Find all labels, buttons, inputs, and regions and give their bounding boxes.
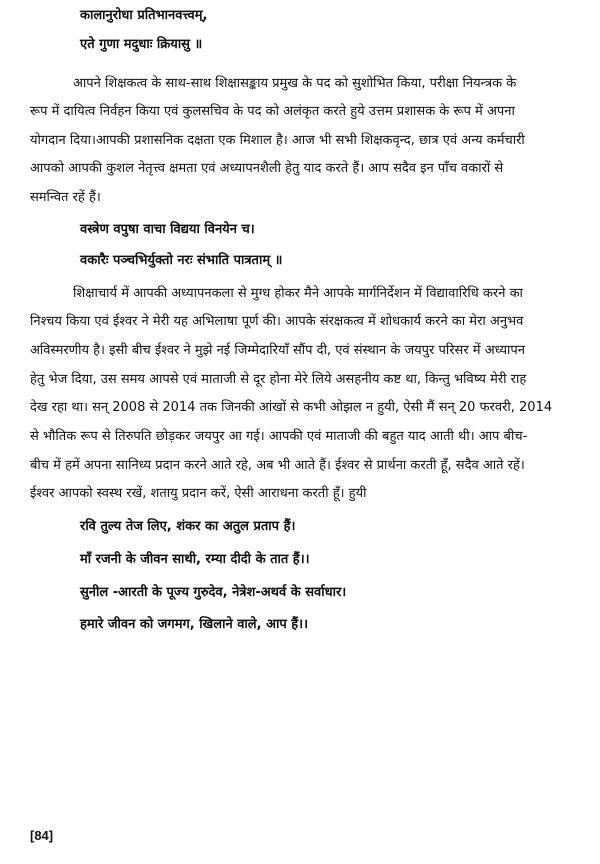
- para-1-line-2: रूप में दायित्व निर्वहन किया एवं कुलसचिव के पद को अलंकृत करते हुये उत्तम प्रशासक के रूप में अपना: [30, 104, 515, 119]
- para-1-line-4: आपको आपकी कुशल नेतृत्त्व क्षमता एवं अध्यापनशैली हेतु याद करते हैं। आप सदैव इन पाँच वकारों से: [30, 161, 504, 176]
- para-2-line-5: देख रहा था। सन् 2008 से 2014 तक जिनकी आंखों से कभी ओझल न हुयी, ऐसी मैं सन् 20 फरवरी, 2014: [30, 400, 553, 415]
- poem-line-2: माँ रजनी के जीवन साथी, रम्या दीदी के तात हैं।।: [80, 552, 310, 567]
- para-2-line-8: ईश्वर आपको स्वस्थ रखें, शतायु प्रदान करें, ऐसी आराधना करती हूँ। हुयी: [30, 486, 367, 501]
- para-2-line-6: से भौतिक रूप से तिरुपति छोड़कर जयपुर आ गई। आपकी एवं माताजी की बहुत याद आती थी। आप बीच-: [30, 429, 528, 444]
- poem-line-4: हमारे जीवन को जगमग, खिलाने वाले, आप हैं।।: [80, 617, 309, 632]
- para-2-line-1: शिक्षाचार्य में आपकी अध्यापनकला से मुग्ध होकर मैने आपके मार्गनिर्देशन में विद्यावारिधि करने का: [73, 286, 523, 301]
- para-1-line-5: समन्वित रहें हैं।: [30, 190, 101, 205]
- para-1-line-3: योगदान दिया।आपकी प्रशासनिक दक्षता एक मिशाल है। आज भी सभी शिक्षकवृन्द, छात्र एवं अन्य कर्मचारी: [30, 133, 525, 148]
- verse-1-line-2: एते गुणा मदुधाः क्रियासु ॥: [80, 37, 203, 52]
- verse-2-line-1: वस्त्रेण वपुषा वाचा विद्यया विनयेन च।: [80, 222, 255, 237]
- para-2-line-3: अविस्मरणीय है। इसी बीच ईश्वर ने मुझे नई जिम्मेदारियाँ सौंप दी, एवं संस्थान के जयपुर परिसर में अध्यापन: [30, 343, 526, 358]
- para-2-line-2: निश्चय किया एवं ईश्वर ने मेरी यह अभिलाषा पूर्ण की। आपके संरक्षकत्व में शोधकार्य करने का मेरा अनुभव: [30, 314, 524, 329]
- poem-line-1: रवि तुल्य तेज लिए, शंकर का अतुल प्रताप हैं।: [80, 519, 296, 534]
- para-2-line-4: हेतु भेज दिया, उस समय आपसे एवं माताजी से दूर होना मेरे लिये असहनीय कष्ट था, किन्तु भविष्य मेरी राह: [30, 372, 527, 387]
- poem-line-3: सुनील -आरती के पूज्य गुरुदेव, नेत्रेश-अथर्व के सर्वाधार।: [80, 585, 347, 600]
- para-1-line-1: आपने शिक्षकत्व के साथ-साथ शिक्षासङ्काय प्रमुख के पद को सुशोभित किया, परीक्षा नियन्त्रक के: [73, 76, 517, 91]
- page-number: [84]: [30, 828, 54, 843]
- verse-1-line-1: कालानुरोधा प्रतिभानवत्त्वम्,: [80, 8, 208, 23]
- para-2-line-7: बीच में हमें अपना सानिध्य प्रदान करने आते रहे, अब भी आते हैं। ईश्वर से प्रार्थना करती हूँ, सदैव आते रहें।: [30, 458, 525, 473]
- verse-2-line-2: वकारैः पञ्चभिर्युक्तो नरः संभाति पात्रताम् ॥: [80, 253, 283, 268]
